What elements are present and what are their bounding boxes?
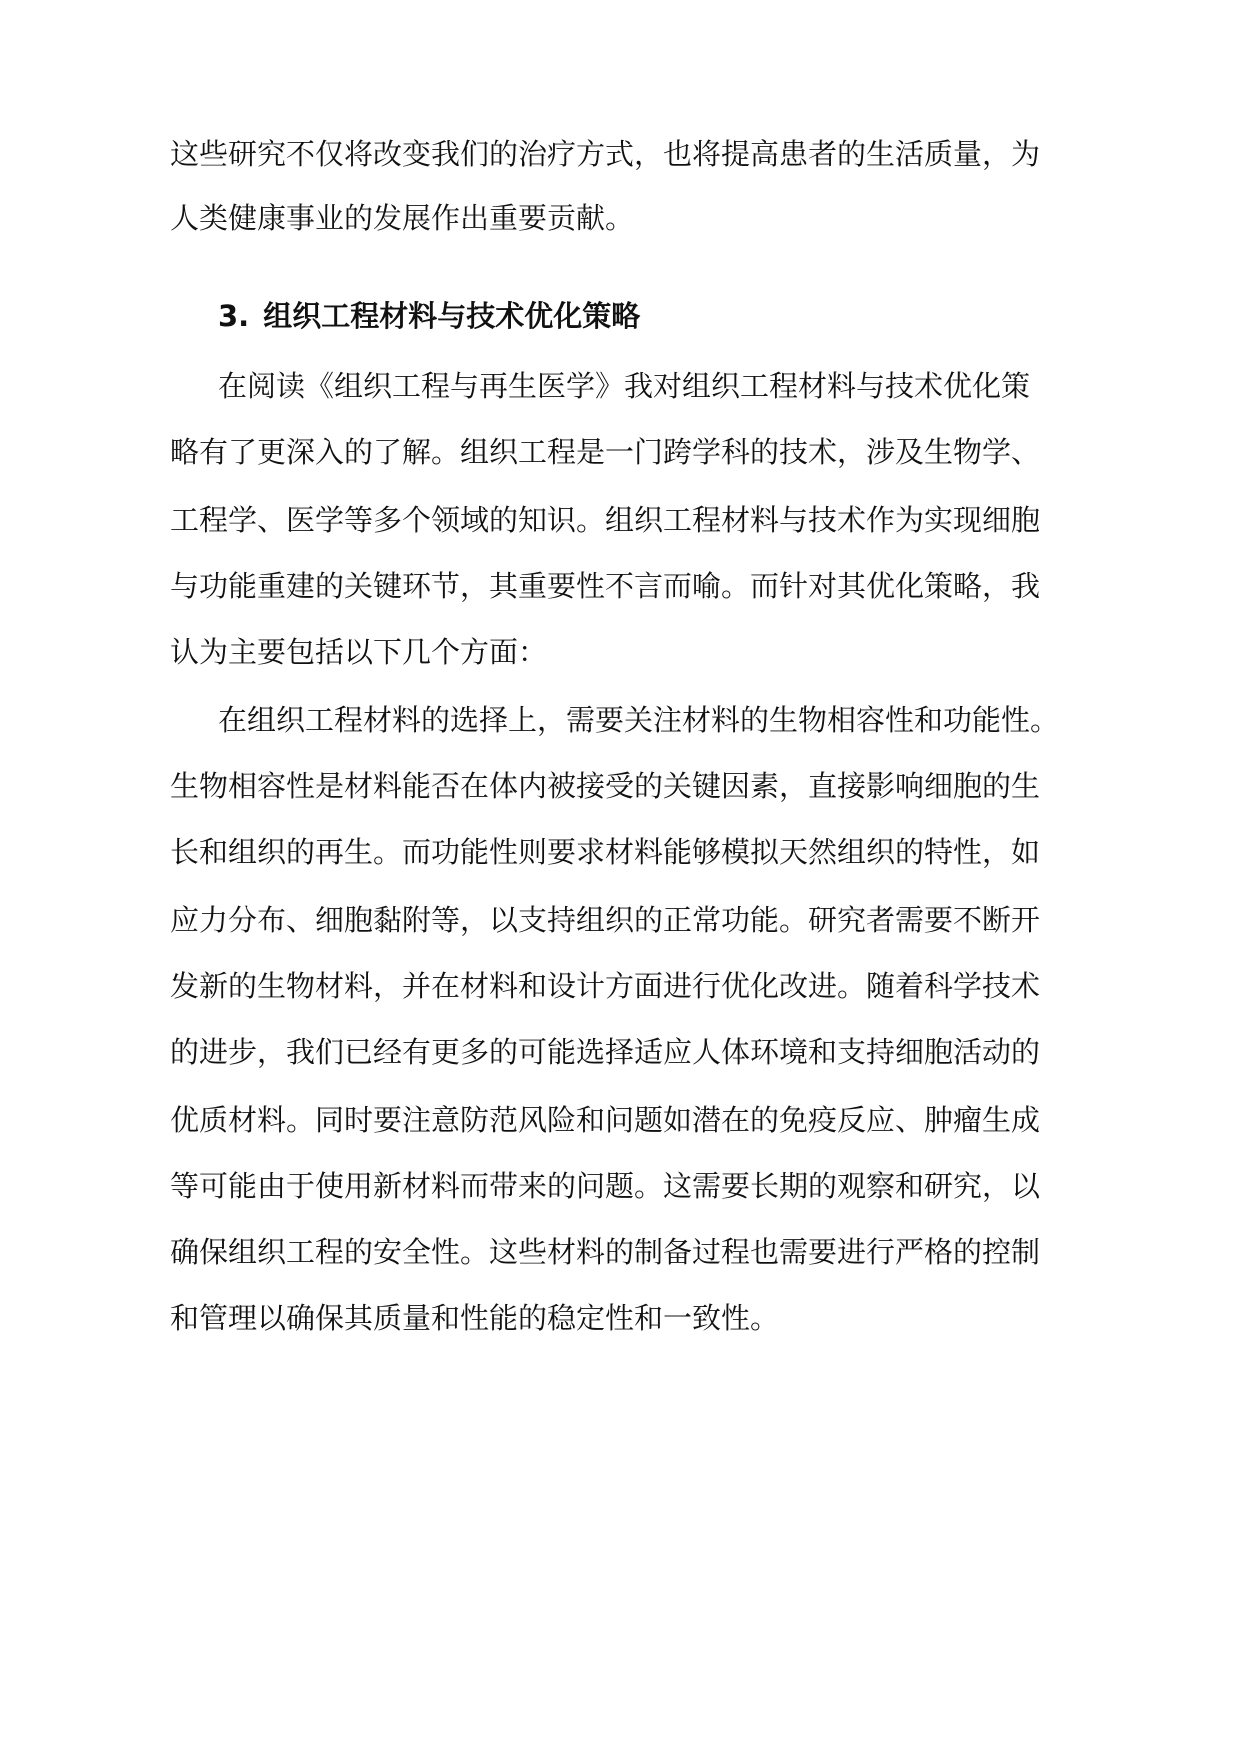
section-title: 组织工程材料与技术优化策略 [263, 299, 641, 333]
text-line: 发新的生物材料，并在材料和设计方面进行优化改进。随着科学技术 [170, 969, 1041, 1003]
text-line: 和管理以确保其质量和性能的稳定性和一致性。 [170, 1301, 780, 1335]
text-line: 人类健康事业的发展作出重要贡献。 [170, 201, 635, 235]
text-line: 这些研究不仅将改变我们的治疗方式，也将提高患者的生活质量，为 [170, 137, 1041, 171]
text-line: 优质材料。同时要注意防范风险和问题如潜在的免疫反应、肿瘤生成 [170, 1103, 1041, 1137]
section-number: 3. [218, 299, 250, 333]
section-heading [218, 296, 640, 336]
text-line: 认为主要包括以下几个方面： [170, 635, 548, 669]
text-line: 生物相容性是材料能否在体内被接受的关键因素，直接影响细胞的生 [170, 769, 1041, 803]
text-line: 确保组织工程的安全性。这些材料的制备过程也需要进行严格的控制 [170, 1235, 1041, 1269]
text-line: 略有了更深入的了解。组织工程是一门跨学科的技术，涉及生物学、 [170, 435, 1041, 469]
text-line: 长和组织的再生。而功能性则要求材料能够模拟天然组织的特性，如 [170, 835, 1041, 869]
text-line: 在组织工程材料的选择上，需要关注材料的生物相容性和功能性。 [218, 703, 1060, 737]
text-line: 的进步，我们已经有更多的可能选择适应人体环境和支持细胞活动的 [170, 1035, 1041, 1069]
text-line: 与功能重建的关键环节，其重要性不言而喻。而针对其优化策略，我 [170, 569, 1041, 603]
text-line: 工程学、医学等多个领域的知识。组织工程材料与技术作为实现细胞 [170, 503, 1041, 537]
text-line: 应力分布、细胞黏附等，以支持组织的正常功能。研究者需要不断开 [170, 903, 1041, 937]
text-line: 等可能由于使用新材料而带来的问题。这需要长期的观察和研究，以 [170, 1169, 1041, 1203]
text-line: 在阅读《组织工程与再生医学》我对组织工程材料与技术优化策 [218, 369, 1031, 403]
